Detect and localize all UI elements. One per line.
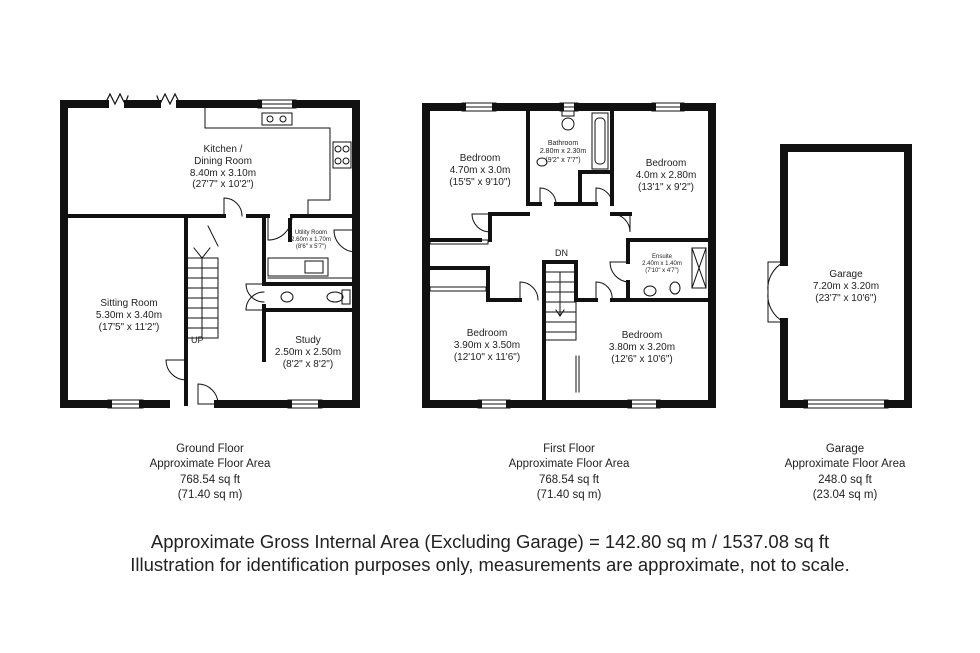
room-label-sitting-room: Sitting Room 5.30m x 3.40m (17'5" x 11'2") [95,298,163,333]
room-label-study: Study 2.50m x 2.50m (8'2" x 8'2") [274,335,342,370]
toilet-icon [281,290,350,304]
ground-floor-door-swings [166,198,356,404]
room-label-utility: Utility Room 2.60m x 1.70m (8'6" x 5'7") [291,230,331,251]
double-door-icon [768,262,784,322]
stair-label-up: UP [191,335,204,345]
room-label-garage: Garage 7.20m x 3.20m (23'7" x 10'6") [812,269,880,304]
garage-area-summary: Garage Approximate Floor Area 248.0 sq ft (23.04 sq m) [784,443,906,501]
bath-icon [592,113,608,169]
disclaimer: Illustration for identification purposes only, measurements are approximate, not to scale. [130,554,850,575]
room-label-bedroom-top-left: Bedroom 4.70m x 3.0m (15'5" x 9'10") [449,153,511,188]
room-label-bedroom-bottom-left: Bedroom 3.90m x 3.50m (12'10" x 11'6") [453,328,521,363]
staircase [186,226,218,338]
hob-icon [333,142,351,168]
first-floor-door-swings [472,188,630,300]
room-label-ensuite: Ensuite 2.40m x 1.40m (7'10" x 4'7") [642,254,682,275]
ground-floor-area-summary: Ground Floor Approximate Floor Area 768.54 sq ft (71.40 sq m) [149,443,271,501]
room-label-bathroom: Bathroom 2.80m x 2.30m (9'2" x 7'7") [539,140,587,164]
room-label-kitchen: Kitchen / Dining Room 8.40m x 3.10m (27'7" x 10'2") [189,144,257,191]
staircase [544,272,576,340]
room-label-bedroom-top-right: Bedroom 4.0m x 2.80m (13'1" x 9'2") [635,158,697,193]
first-floor-area-summary: First Floor Approximate Floor Area 768.54 sq ft (71.40 sq m) [508,443,630,501]
utility-fixtures [268,258,356,278]
garage-door [804,400,888,408]
gross-internal-area: Approximate Gross Internal Area (Excluding Garage) = 142.80 sq m / 1537.08 sq ft [150,531,830,552]
stair-label-down: DN [555,248,568,258]
room-label-bedroom-bottom-right: Bedroom 3.80m x 3.20m (12'6" x 10'6") [608,330,676,365]
